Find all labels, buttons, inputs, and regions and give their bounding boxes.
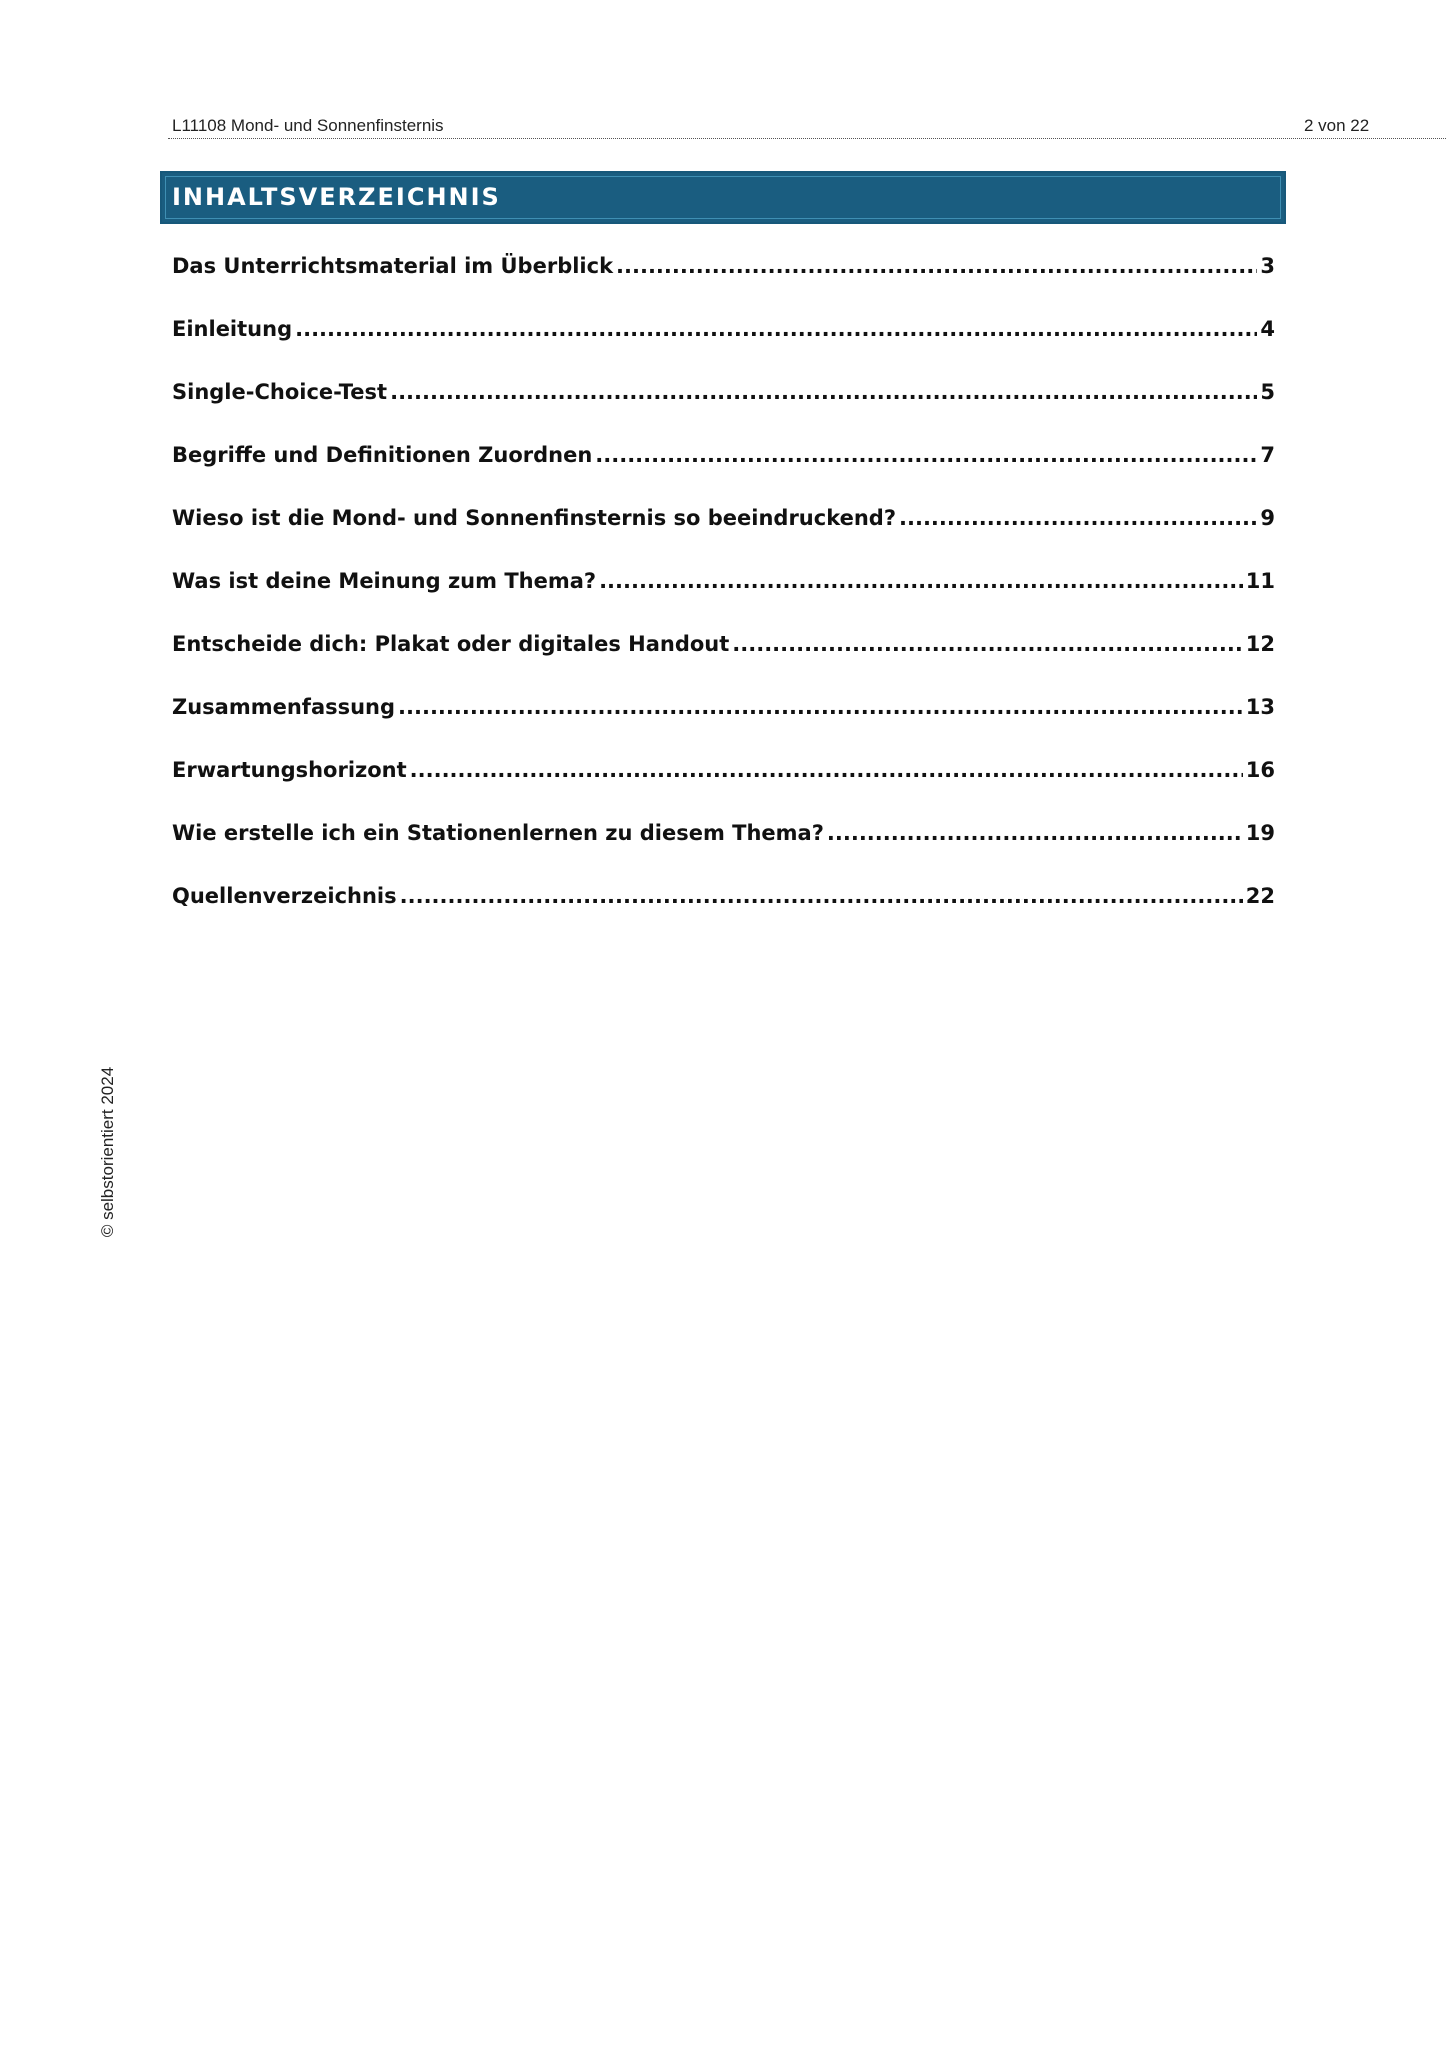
dot-leader [400,884,1243,908]
toc-entry-page: 19 [1245,821,1275,845]
toc-entry-page: 22 [1245,884,1275,908]
toc-entry-title: Einleitung [172,317,293,341]
toc-entry-stationenlernen[interactable] [172,821,1275,884]
toc-entry-page: 13 [1245,695,1275,719]
dot-leader [595,443,1257,467]
dot-leader [390,380,1257,404]
copyright-note: © selbstorientiert 2024 [98,1066,117,1238]
dot-leader [599,569,1243,593]
dot-leader [827,821,1243,845]
toc-entry-beeindruckend[interactable] [172,506,1275,569]
dot-leader [899,506,1257,530]
toc-entry-page: 5 [1260,380,1275,404]
dot-leader [295,317,1257,341]
toc-entry-title: Erwartungshorizont [172,758,407,782]
dot-leader [398,695,1243,719]
dot-leader [732,632,1242,656]
toc-entry-einleitung[interactable] [172,317,1275,380]
toc-entry-quellenverzeichnis[interactable] [172,884,1275,947]
toc-entry-single-choice-test[interactable] [172,380,1275,443]
toc-entry-plakat-handout[interactable] [172,632,1275,695]
toc-entry-title: Zusammenfassung [172,695,396,719]
toc-entry-title: Begriffe und Definitionen Zuordnen [172,443,593,467]
toc-entry-title: Das Unterrichtsmaterial im Überblick [172,254,614,278]
table-of-contents [172,254,1275,947]
toc-entry-page: 16 [1245,758,1275,782]
toc-entry-page: 7 [1260,443,1275,467]
toc-entry-page: 4 [1260,317,1275,341]
document-title: L11108 Mond- und Sonnenfinsternis [172,116,444,135]
toc-entry-zusammenfassung[interactable] [172,695,1275,758]
toc-entry-ueberblick[interactable] [172,254,1275,317]
toc-heading-banner [160,171,1286,224]
toc-entry-meinung[interactable] [172,569,1275,632]
toc-entry-page: 3 [1260,254,1275,278]
toc-entry-page: 9 [1260,506,1275,530]
page-number: 2 von 22 [1304,116,1370,135]
toc-entry-title: Entscheide dich: Plakat oder digitales Handout [172,632,730,656]
toc-entry-erwartungshorizont[interactable] [172,758,1275,821]
dot-leader [410,758,1243,782]
toc-entry-page: 11 [1245,569,1275,593]
toc-entry-title: Was ist deine Meinung zum Thema? [172,569,597,593]
toc-entry-title: Quellenverzeichnis [172,884,397,908]
page-header [168,114,1446,139]
toc-entry-begriffe-zuordnen[interactable] [172,443,1275,506]
toc-entry-title: Single-Choice-Test [172,380,388,404]
dot-leader [616,254,1257,278]
toc-entry-page: 12 [1245,632,1275,656]
toc-entry-title: Wieso ist die Mond- und Sonnenfinsternis so beeindruckend? [172,506,897,530]
toc-entry-title: Wie erstelle ich ein Stationenlernen zu diesem Thema? [172,821,824,845]
toc-heading: INHALTSVERZEICHNIS [172,183,501,211]
